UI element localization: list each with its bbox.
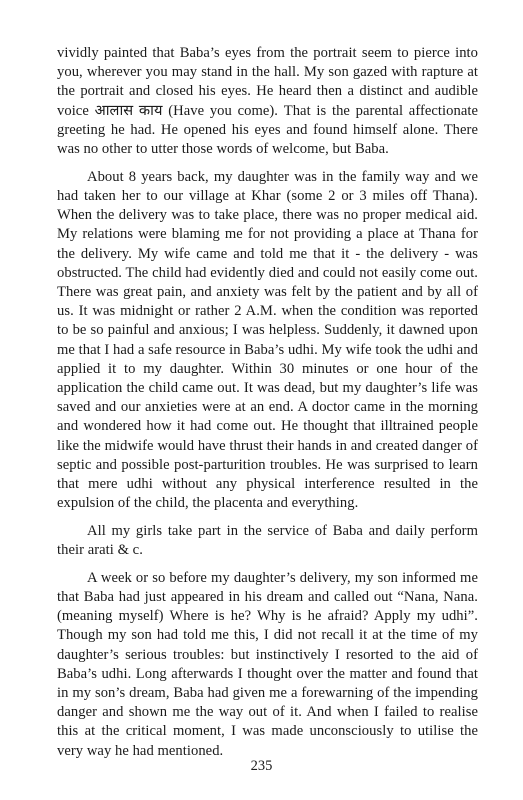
paragraph-daughter-delivery: About 8 years back, my daughter was in the family way and we had taken her to our village at Khar (some 2 or 3 miles off Thana). When the delivery was to take place, there was no proper medical aid. My relations were blaming me for not providing a place at Thana for the delivery. My wife came and told me that it - the delivery - was obstructed. The child had evidently died and could not easily come out. There was great pain, and anxiety was felt by the patient and by all of us. It was midnight or rather 2 A.M. when the condition was reported to be so painful and anxious; I was helpless. Suddenly, it dawned upon me that I had a safe resource in Baba’s udhi. My wife took the udhi and applied it to my daughter. Within 30 minutes or one hour of the application the child came out. It was dead, but my daughter’s life was saved and our anxieties were at an end. A doctor came in the morning and wondered how it had come out. He thought that illtrained people like the midwife would have thrust their hands in and created danger of septic and possible post-parturition troubles. He was surprised to learn that mere udhi without any physical interference resulted in the expulsion of the child, the placenta and everything. <box>57 168 478 512</box>
paragraph-portrait-greeting: vividly painted that Baba’s eyes from the portrait seem to pierce into you, wherever you may stand in the hall. My son gazed with rapture at the portrait and closed his eyes. He heard then a distinct and audible voice आलास काय (Have you come). That is the parental affectionate greeting he had. He opened his eyes and found himself alone. There was no other to utter those words of welcome, but Baba. <box>57 45 478 158</box>
page-number: 235 <box>250 758 273 774</box>
paragraph-girls-service: All my girls take part in the service of Baba and daily perform their arati & c. <box>57 522 478 559</box>
paragraph-son-dream: A week or so before my daughter’s delivery, my son informed me that Baba had just appeared in his dream and called out “Nana, Nana. (meaning myself) Where is he? Why is he afraid? Apply my udhi”. Though my son had told me this, I did not recall it at the time of my daughter’s serious troubles: but instinctively I resorted to the aid of Baba’s udhi. Long afterwards I thought over the matter and found that in my son’s dream, Baba had given me a forewarning of the impending danger and shown me the way out of it. And when I failed to realise this at the critical moment, I was made unconsciously to utilise the very way he had mentioned. <box>57 569 478 759</box>
